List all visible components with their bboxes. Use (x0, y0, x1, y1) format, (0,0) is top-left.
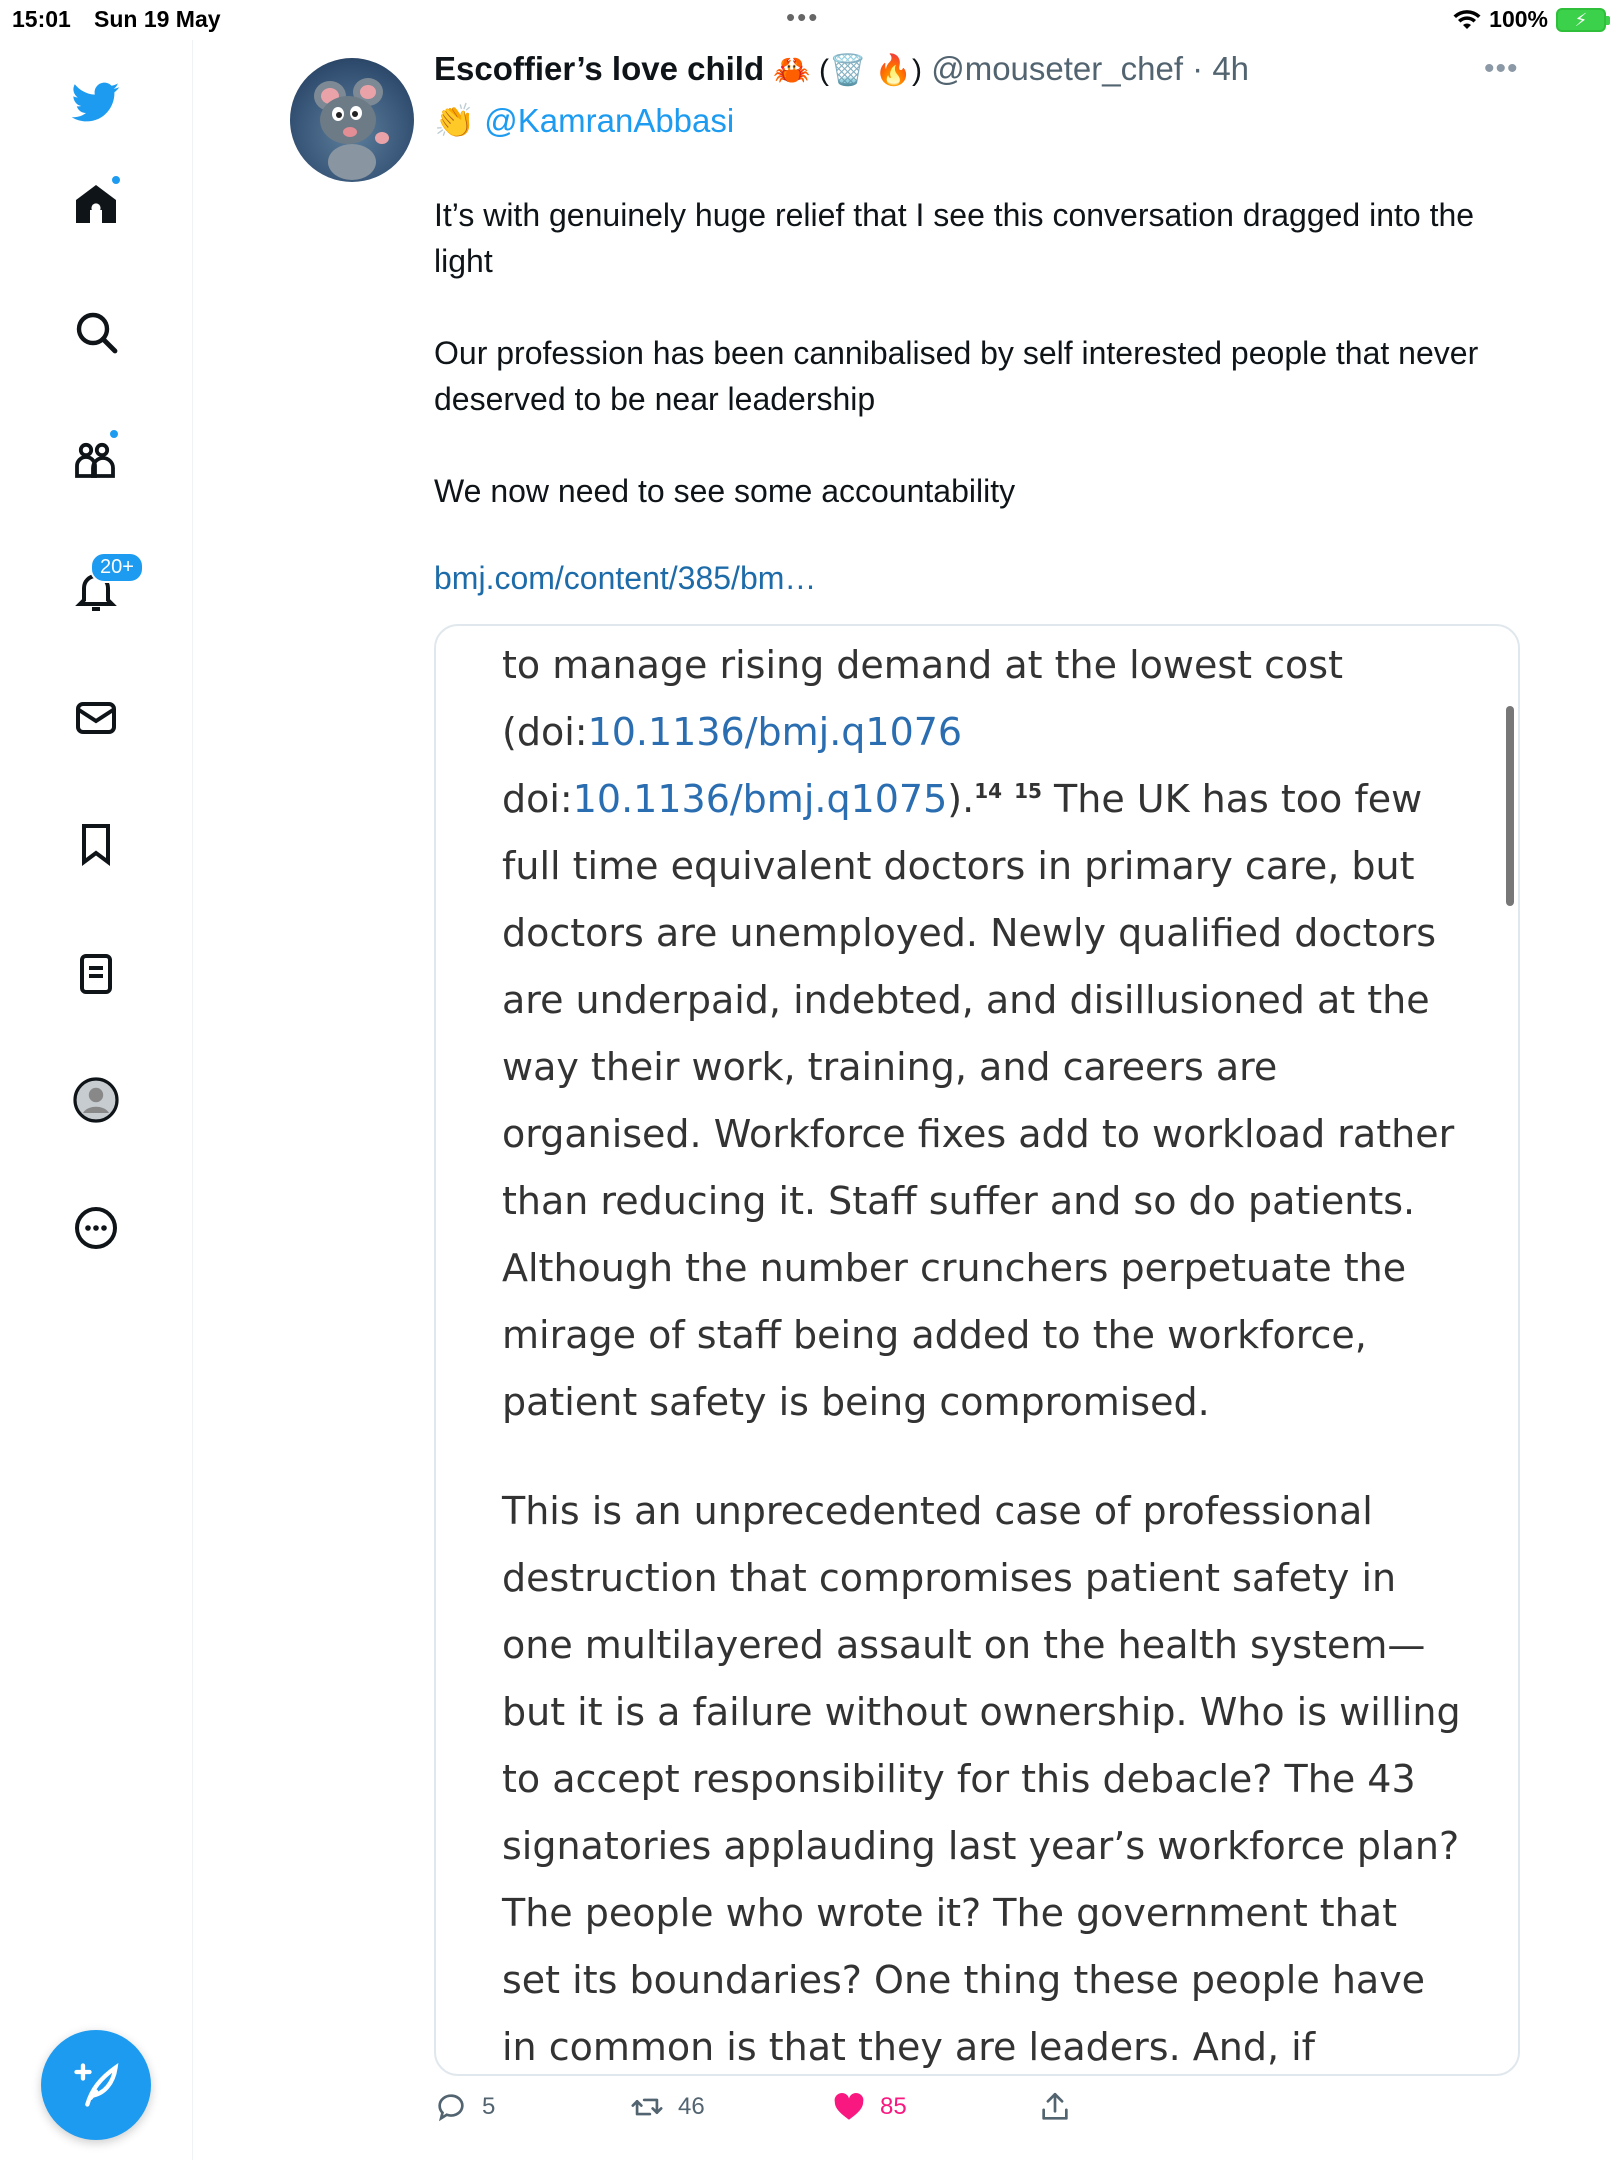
article-paragraph (502, 632, 1462, 1436)
sidebar (0, 40, 193, 2160)
communities-unread-dot (108, 428, 120, 440)
search-icon[interactable] (58, 294, 134, 370)
tweet-media-image[interactable] (434, 624, 1520, 2076)
status-time: 15:01 (12, 6, 71, 32)
share-button[interactable] (1038, 2090, 1072, 2124)
author-handle[interactable]: @mouseter_chef (931, 50, 1183, 87)
status-bar (0, 0, 1620, 40)
article-text: doi: (502, 777, 573, 821)
share-icon (1038, 2090, 1072, 2124)
tweet-header (434, 50, 1249, 88)
clapping-hands-emoji: 👏 (434, 102, 476, 139)
retweet-icon (630, 2090, 664, 2124)
reply-context (434, 102, 734, 141)
bookmarks-icon[interactable] (58, 806, 134, 882)
tweet-body (434, 192, 1514, 560)
image-scrollbar (1506, 706, 1514, 906)
article-text: ). (947, 777, 975, 821)
retweet-count: 46 (678, 2093, 705, 2120)
status-right (1453, 6, 1606, 33)
tweet-more-icon[interactable]: ••• (1484, 52, 1519, 85)
tweet-paragraph: We now need to see some accountability (434, 473, 1016, 509)
reference-marker: 14 (974, 779, 1003, 803)
home-unread-dot (110, 174, 122, 186)
reference-marker: 15 (1014, 779, 1042, 803)
notifications-bell-icon[interactable] (58, 552, 134, 628)
messages-envelope-icon[interactable] (58, 680, 134, 756)
compose-tweet-button[interactable] (41, 2030, 151, 2140)
notifications-badge: 20+ (90, 552, 144, 583)
retweet-button[interactable] (630, 2090, 705, 2124)
like-count: 85 (880, 2093, 907, 2120)
battery-icon: ⚡ (1556, 8, 1606, 32)
home-icon[interactable] (58, 166, 134, 242)
heart-filled-icon (832, 2090, 866, 2124)
battery-percent: 100% (1489, 6, 1548, 32)
author-emojis-bin-fire: 🗑️ 🔥) (828, 54, 923, 87)
time-separator: · (1183, 50, 1213, 87)
like-button[interactable] (832, 2090, 907, 2124)
profile-avatar-icon[interactable] (58, 1062, 134, 1138)
article-paragraph: This is an unprecedented case of professional destruction that compromises patient safety in one multilayered assault on the health system—but it is a failure without ownership. Who is willing to accept responsibility for this debacle? The 43 signatories applauding last year’s workforce plan? The people who wrote it? The government that set its boundaries? One thing these people have in common is that they are leaders. And, if (502, 1489, 1461, 2069)
lists-icon[interactable] (58, 936, 134, 1012)
article-text: The UK has too few full time equivalent doctors in primary care, but doctors are unemployed. Newly qualified doctors are underpaid, indebted, and disillusioned at the way their work, training, and careers are organised. Workforce fixes add to workload rather than reducing it. Staff suffer and so do patients. Although the number crunchers perpetuate the mirage of staff being added to the workforce, patient safety is being compromised. (502, 777, 1455, 1424)
author-emojis-crab: 🦀 ( (773, 54, 829, 87)
author-name[interactable]: Escoffier’s love child (434, 50, 765, 87)
article-text: to manage rising demand at the lowest cost (doi: (502, 643, 1343, 754)
wifi-icon (1453, 9, 1481, 31)
tweet-paragraph: It’s with genuinely huge relief that I see this conversation dragged into the light (434, 197, 1475, 279)
status-date: Sun 19 May (94, 6, 221, 32)
doi-link: 10.1136/bmj.q1076 (587, 710, 963, 754)
multitasking-dots-icon[interactable]: ••• (786, 2, 820, 32)
reply-count: 5 (482, 2093, 496, 2120)
communities-icon[interactable] (58, 422, 134, 498)
doi-link: 10.1136/bmj.q1075 (572, 777, 948, 821)
tweet-paragraph: Our profession has been cannibalised by self interested people that never deserved to be near leadership (434, 335, 1479, 417)
tweet-url-link[interactable]: bmj.com/content/385/bm… (434, 560, 817, 596)
more-options-icon[interactable] (58, 1190, 134, 1266)
mention-link[interactable]: @KamranAbbasi (484, 102, 735, 139)
tweet-time[interactable]: 4h (1212, 50, 1250, 87)
author-avatar[interactable] (290, 58, 414, 182)
article-excerpt (502, 632, 1462, 2076)
feather-plus-icon (70, 2059, 122, 2111)
reply-bubble-icon (434, 2090, 468, 2124)
tweet-actions (434, 2090, 1520, 2138)
reply-button[interactable] (434, 2090, 495, 2124)
twitter-logo-icon[interactable] (58, 64, 134, 140)
